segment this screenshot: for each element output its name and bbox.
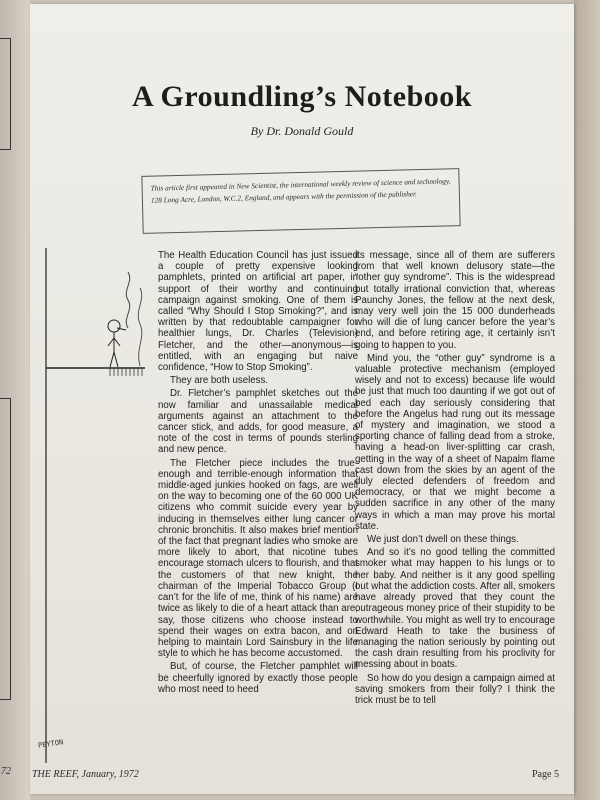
paragraph: But, of course, the Fletcher pamphlet will be cheerfully ignored by exactly those people who most need to heed [158,661,358,695]
previous-page-edge [0,0,30,800]
cartoon-illustration [37,248,160,768]
cartoon-ledge-hatching [110,368,142,376]
article-title: A Groundling’s Notebook [132,80,472,113]
paragraph: And so it’s no good telling the committed smoker what may happen to his lungs or to her baby. And neither is it any good spelling out what the addiction costs. After all, smokers have already proved that they count the outrageous money price of their stupidity to be worthwhile. You might as well try to encourage Edward Heath to take the business of managing the nation seriously by pointing out the cash drain resulting from his proclivity for messing about in boats. [355,547,555,671]
paragraph: So how do you design a campaign aimed at saving smokers from their folly? I think the trick must be to tell [355,672,555,706]
paragraph: They are both useless. [170,375,269,387]
previous-page-box [0,398,11,700]
paragraph: The Fletcher piece includes the true-enough and terrible-enough information that middle-aged junkies hooked on fags, are well on the way to becoming one of the 60 000 UK citizens who commit suicide every year by inducing in themselves either lung cancer or chronic bronchitis. It also makes brief mention of the fact that pregnant ladies who smoke are more likely to abort, that nicotine tubes encourage stomach ulcers to flourish, and that the customers of that new knight, the chairman of the Imperial Tobacco Group (I can’t for the life of me, think of his name) are twice as likely to die of a heart attack than are, say, those citizens who choose instead to spend their wages on extra bacon, and on helping to maintain Lord Sainsbury in the life style to which he has become accustomed. [158,457,358,660]
paragraph: Mind you, the “other guy” syndrome is a valuable protective mechanism (employed wisely and not to excess) because life would be just that much too daunting if we got out of bed each day seriously considering that before the Angelus had rung out its message of mystery and imagination, we stood a sporting chance of falling dead from a stroke, having a head-on liver-splitting car crash, getting in the way of a sheet of Napalm flame cast down from the skies by an agent of the duly elected defenders of freedom and democracy, or that we might become a sudden sacrifice in any other of the many ways in which a man may prove his mortal state. [355,352,555,532]
paragraph: The Health Education Council has just issued a couple of pretty expensive looking pamphlets, printed on artificial art paper, in support of their worthy and continuing campaign against smoking. One of them is called “Why Should I Stop Smoking?”, and is written by that redoubtable campaigner for healthier lungs, Dr. Charles (Television) Fletcher, and the other—anonymous—is entitled, with an engaging but naive confidence, “How to Stop Smoking”. [158,250,358,374]
cartoon-smoke-swirl [138,288,142,366]
cartoonist-signature: PEYTON [37,738,64,750]
article-column-1 [158,250,358,697]
paragraph: Dr. Fletcher’s pamphlet sketches out the now familiar and unassailable medical arguments against an attachment to the cancer stick, and adds, for good measure, a note of the cost in terms of pounds sterling and new pence. [158,388,358,456]
paragraph: its message, since all of them are sufferers from that well known delusory state—the “other guy syndrome”. This is the widespread but totally irrational conviction that, whereas Paunchy Jones, the fellow at the next desk, may very well join the 15 000 dunderheads who will die of lung cancer before the year’s end, and before retiring age, it certainly isn’t going to happen to you. [355,250,555,351]
reprint-note-box: This article first appeared in New Scientist, the international weekly review of science and technology, 128 Long Acre, London, W.C.2, England, and appears with the permission of the publisher. [141,168,460,234]
paragraph: We just don’t dwell on these things. [367,534,519,546]
previous-page-box [0,38,11,150]
book-cover-edge [574,0,600,800]
page-number: Page 5 [532,769,559,780]
publication-footer: THE REEF, January, 1972 [32,769,139,780]
cartoon-man-figure [108,320,126,367]
cartoon-smoke-swirl [126,272,129,328]
article-byline: By Dr. Donald Gould [250,124,354,138]
magazine-page [30,4,574,794]
article-column-2 [355,250,555,708]
previous-page-number: 72 [1,766,11,777]
